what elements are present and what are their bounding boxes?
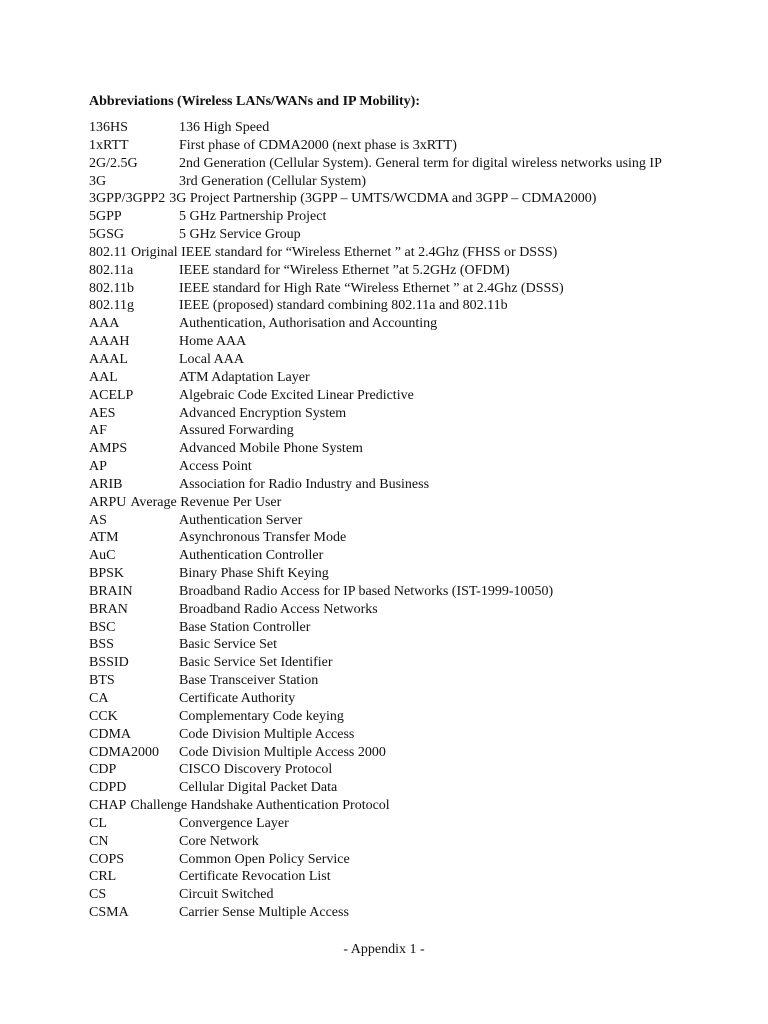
abbreviation-definition: IEEE standard for High Rate “Wireless Ethernet ” at 2.4Ghz (DSSS) bbox=[179, 280, 564, 296]
abbreviation-definition: Complementary Code keying bbox=[179, 708, 344, 724]
abbreviation-term: 2G/2.5G bbox=[89, 155, 138, 171]
abbreviation-term: CCK bbox=[89, 708, 118, 724]
abbreviation-term: CL bbox=[89, 815, 107, 831]
abbreviation-term: CA bbox=[89, 691, 109, 706]
abbreviation-definition: CISCO Discovery Protocol bbox=[179, 762, 333, 778]
abbreviation-definition: Advanced Encryption System bbox=[179, 405, 347, 421]
abbreviation-row bbox=[89, 244, 729, 262]
abbreviation-row bbox=[89, 440, 729, 458]
abbreviation-row bbox=[89, 208, 729, 226]
abbreviation-definition: Authentication Controller bbox=[179, 548, 324, 564]
abbreviation-term: AAL bbox=[89, 369, 118, 385]
abbreviation-definition: 3rd Generation (Cellular System) bbox=[179, 173, 367, 189]
abbreviation-row bbox=[89, 387, 729, 405]
abbreviation-row bbox=[89, 351, 729, 369]
abbreviation-definition: Core Network bbox=[179, 833, 259, 849]
abbreviation-definition: Access Point bbox=[179, 459, 252, 475]
abbreviation-row bbox=[89, 851, 729, 869]
abbreviation-row bbox=[89, 476, 729, 494]
abbreviation-definition: Advanced Mobile Phone System bbox=[179, 441, 363, 457]
abbreviation-term: CDPD bbox=[89, 780, 127, 796]
abbreviation-definition: Base Transceiver Station bbox=[179, 673, 319, 689]
abbreviation-definition: Certificate Authority bbox=[179, 691, 296, 706]
abbreviation-list bbox=[89, 119, 729, 922]
abbreviation-row bbox=[89, 779, 729, 797]
abbreviation-term: AAA bbox=[89, 316, 120, 332]
abbreviation-row bbox=[89, 297, 729, 315]
abbreviation-term: CHAP bbox=[89, 798, 127, 814]
abbreviation-term: 802.11g bbox=[89, 298, 134, 314]
abbreviation-row bbox=[89, 405, 729, 423]
abbreviation-term: BRAN bbox=[89, 601, 128, 617]
abbreviation-row bbox=[89, 565, 729, 583]
abbreviation-term: CSMA bbox=[89, 905, 129, 921]
abbreviation-row bbox=[89, 155, 729, 173]
abbreviation-row bbox=[89, 726, 729, 744]
abbreviation-definition: Cellular Digital Packet Data bbox=[179, 780, 338, 796]
abbreviation-definition: Original IEEE standard for “Wireless Ethernet ” at 2.4Ghz (FHSS or DSSS) bbox=[130, 244, 558, 260]
abbreviation-definition: Local AAA bbox=[179, 351, 244, 367]
abbreviation-definition: Assured Forwarding bbox=[179, 423, 294, 439]
abbreviation-term: AuC bbox=[89, 548, 116, 564]
abbreviation-row bbox=[89, 512, 729, 530]
abbreviation-row bbox=[89, 583, 729, 601]
abbreviation-term: ATM bbox=[89, 530, 119, 546]
abbreviation-definition: Circuit Switched bbox=[179, 887, 274, 903]
abbreviation-row bbox=[89, 190, 729, 208]
abbreviation-row bbox=[89, 619, 729, 637]
abbreviation-row bbox=[89, 833, 729, 851]
abbreviation-term: AF bbox=[89, 423, 107, 439]
abbreviation-term: COPS bbox=[89, 851, 125, 867]
abbreviation-row bbox=[89, 904, 729, 922]
abbreviation-row bbox=[89, 137, 729, 155]
abbreviation-row bbox=[89, 815, 729, 833]
abbreviation-term: ACELP bbox=[89, 387, 134, 403]
abbreviation-term: 5GSG bbox=[89, 227, 125, 243]
abbreviation-definition: Home AAA bbox=[179, 334, 247, 350]
abbreviation-row bbox=[89, 886, 729, 904]
abbreviation-row bbox=[89, 636, 729, 654]
abbreviation-definition: IEEE (proposed) standard combining 802.11a and 802.11b bbox=[179, 298, 508, 314]
abbreviation-definition: Authentication Server bbox=[179, 512, 303, 528]
abbreviation-row bbox=[89, 173, 729, 191]
abbreviation-row bbox=[89, 280, 729, 298]
abbreviation-term: CS bbox=[89, 887, 107, 903]
abbreviation-definition: Convergence Layer bbox=[179, 815, 289, 831]
page-footer: - Appendix 1 - bbox=[343, 942, 425, 957]
abbreviation-term: 3G bbox=[89, 173, 107, 189]
abbreviation-row bbox=[89, 529, 729, 547]
abbreviation-definition: Association for Radio Industry and Business bbox=[179, 476, 430, 492]
abbreviation-term: AP bbox=[89, 459, 107, 475]
abbreviation-term: CRL bbox=[89, 869, 117, 885]
abbreviation-term: ARIB bbox=[89, 476, 123, 492]
abbreviation-definition: 2nd Generation (Cellular System). General term for digital wireless networks using IP bbox=[179, 155, 662, 171]
abbreviation-term: BRAIN bbox=[89, 583, 133, 599]
abbreviation-definition: Algebraic Code Excited Linear Predictive bbox=[179, 387, 414, 403]
abbreviation-row bbox=[89, 333, 729, 351]
abbreviation-term: BSC bbox=[89, 619, 116, 635]
abbreviation-definition: Basic Service Set bbox=[179, 637, 277, 653]
abbreviation-row bbox=[89, 654, 729, 672]
abbreviation-term: CN bbox=[89, 833, 109, 849]
abbreviation-definition: Binary Phase Shift Keying bbox=[179, 566, 329, 582]
abbreviation-row bbox=[89, 119, 729, 137]
abbreviation-term: AAAH bbox=[89, 334, 130, 350]
abbreviation-term: 3GPP/3GPP2 bbox=[89, 191, 166, 207]
abbreviation-term: 5GPP bbox=[89, 209, 122, 225]
abbreviation-definition: 136 High Speed bbox=[179, 120, 270, 135]
abbreviation-definition: 5 GHz Service Group bbox=[179, 227, 301, 243]
abbreviation-term: CDMA2000 bbox=[89, 744, 160, 760]
abbreviation-definition: Carrier Sense Multiple Access bbox=[179, 905, 349, 921]
abbreviation-term: BSS bbox=[89, 637, 114, 653]
abbreviation-term: 1xRTT bbox=[89, 137, 129, 153]
abbreviation-term: 802.11a bbox=[89, 262, 134, 278]
abbreviation-definition: Broadband Radio Access for IP based Networks (IST-1999-10050) bbox=[179, 583, 554, 599]
abbreviation-definition: IEEE standard for “Wireless Ethernet ”at 5.2GHz (OFDM) bbox=[179, 262, 510, 278]
abbreviation-definition: Average Revenue Per User bbox=[130, 494, 282, 510]
abbreviation-definition: ATM Adaptation Layer bbox=[179, 369, 310, 385]
abbreviation-row bbox=[89, 369, 729, 387]
abbreviation-definition: Challenge Handshake Authentication Protocol bbox=[130, 798, 390, 814]
abbreviation-row bbox=[89, 494, 729, 512]
abbreviation-row bbox=[89, 226, 729, 244]
abbreviation-definition: Asynchronous Transfer Mode bbox=[179, 530, 347, 546]
abbreviation-definition: Basic Service Set Identifier bbox=[179, 655, 333, 671]
abbreviation-term: 802.11b bbox=[89, 280, 134, 296]
abbreviation-row bbox=[89, 547, 729, 565]
abbreviation-term: AAAL bbox=[89, 351, 128, 367]
abbreviation-row bbox=[89, 315, 729, 333]
abbreviation-row bbox=[89, 761, 729, 779]
abbreviation-row bbox=[89, 690, 729, 708]
abbreviation-definition: Code Division Multiple Access bbox=[179, 726, 355, 742]
document-title: Abbreviations (Wireless LANs/WANs and IP Mobility): bbox=[89, 94, 420, 109]
abbreviation-definition: 5 GHz Partnership Project bbox=[179, 209, 327, 225]
abbreviation-definition: Certificate Revocation List bbox=[179, 869, 331, 885]
abbreviation-row bbox=[89, 708, 729, 726]
abbreviation-term: CDP bbox=[89, 762, 117, 778]
abbreviation-term: BSSID bbox=[89, 655, 129, 671]
abbreviation-term: AS bbox=[89, 512, 107, 528]
abbreviation-definition: Broadband Radio Access Networks bbox=[179, 601, 378, 617]
abbreviation-definition: Common Open Policy Service bbox=[179, 851, 350, 867]
abbreviation-term: 802.11 bbox=[89, 244, 127, 260]
abbreviation-row bbox=[89, 601, 729, 619]
abbreviation-definition: 3G Project Partnership (3GPP – UMTS/WCDMA and 3GPP – CDMA2000) bbox=[169, 191, 597, 207]
abbreviation-definition: Authentication, Authorisation and Accounting bbox=[179, 316, 438, 332]
abbreviation-row bbox=[89, 797, 729, 815]
abbreviation-term: AMPS bbox=[89, 441, 128, 457]
abbreviation-row bbox=[89, 262, 729, 280]
abbreviation-row bbox=[89, 458, 729, 476]
abbreviation-row bbox=[89, 422, 729, 440]
abbreviation-row bbox=[89, 744, 729, 762]
abbreviation-row bbox=[89, 672, 729, 690]
abbreviation-row bbox=[89, 868, 729, 886]
abbreviation-definition: First phase of CDMA2000 (next phase is 3xRTT) bbox=[179, 137, 457, 153]
abbreviation-term: ARPU bbox=[89, 494, 127, 510]
abbreviation-term: 136HS bbox=[89, 120, 128, 135]
abbreviation-definition: Base Station Controller bbox=[179, 619, 311, 635]
abbreviation-definition: Code Division Multiple Access 2000 bbox=[179, 744, 386, 760]
abbreviation-term: AES bbox=[89, 405, 116, 421]
abbreviation-term: CDMA bbox=[89, 726, 132, 742]
abbreviation-term: BPSK bbox=[89, 566, 125, 582]
abbreviation-term: BTS bbox=[89, 673, 115, 689]
